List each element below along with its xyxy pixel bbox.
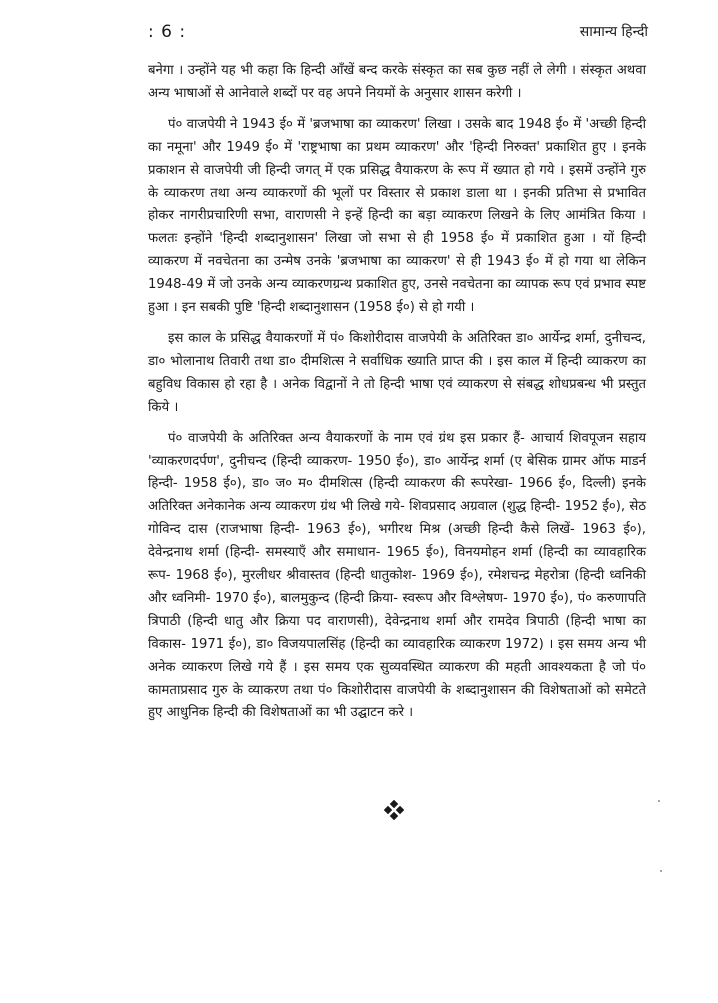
scan-speck [660, 870, 662, 872]
scan-speck [658, 800, 660, 802]
page-header [148, 22, 648, 50]
body-text [148, 60, 646, 733]
paragraph: पं० वाजपेयी के अतिरिक्त अन्य वैयाकरणों के नाम एवं ग्रंथ इस प्रकार हैं- आचार्य शिवपूजन सहाय 'व्याकरणदर्पण', दुनीचन्द (हिन्दी व्याकरण- 1950 ई०), डा० आर्येन्द्र शर्मा (ए बेसिक ग्रामर ऑफ माडर्न हिन्दी- 1958 ई०), डा० ज० म० दीमशित्स (हिन्दी व्याकरण की रूपरेखा- 1966 ई०, दिल्ली) इनके अतिरिक्त अनेकानेक अन्य व्याकरण ग्रंथ भी लिखे गये- शिवप्रसाद अग्रवाल (शुद्ध हिन्दी- 1952 ई०), सेठ गोविन्द दास (राजभाषा हिन्दी- 1963 ई०), भगीरथ मिश्र (अच्छी हिन्दी कैसे लिखें- 1963 ई०), देवेन्द्रनाथ शर्मा (हिन्दी- समस्याएँ और समाधान- 1965 ई०), विनयमोहन शर्मा (हिन्दी का व्यावहारिक रूप- 1968 ई०), मुरलीधर श्रीवास्तव (हिन्दी धातुकोश- 1969 ई०), रमेशचन्द्र मेहरोत्रा (हिन्दी ध्वनिकी और ध्वनिमी- 1970 ई०), बालमुकुन्द (हिन्दी क्रिया- स्वरूप और विश्लेषण- 1970 ई०), पं० करुणापति त्रिपाठी (हिन्दी धातु और क्रिया पद वाराणसी), देवेन्द्रनाथ शर्मा और रामदेव त्रिपाठी (हिन्दी भाषा का विकास- 1971 ई०), डा० विजयपालसिंह (हिन्दी का व्यावहारिक व्याकरण 1972) । इस समय अन्य भी अनेक व्याकरण लिखे गये हैं । इस समय एक सुव्यवस्थित व्याकरण की महती आवश्यकता है जो पं० कामताप्रसाद गुरु के व्याकरण तथा पं० किशोरीदास वाजपेयी के शब्दानुशासन की विशेषताओं को समेटते हुए आधुनिक हिन्दी की विशेषताओं का भी उद्घाटन करे । [148, 430, 646, 721]
running-title: सामान्य हिन्दी [579, 24, 648, 40]
page-number: : 6 : [148, 22, 187, 42]
paragraph: पं० वाजपेयी ने 1943 ई० में 'ब्रजभाषा का व्याकरण' लिखा । उसके बाद 1948 ई० में 'अच्छी हिन्दी का नमूना' और 1949 ई० में 'राष्ट्रभाषा का प्रथम व्याकरण' और 'हिन्दी निरुक्त' प्रकाशित हुए । इनके प्रकाशन से वाजपेयी जी हिन्दी जगत् में एक प्रसिद्ध वैयाकरण के रूप में ख्यात हो गये । इसमें उन्होंने गुरु के व्याकरण तथा अन्य व्याकरणों की भूलों पर विस्तार से प्रकाश डाला था । इनकी प्रतिभा से प्रभावित होकर नागरीप्रचारिणी सभा, वाराणसी ने इन्हें हिन्दी का बड़ा व्याकरण लिखने के लिए आमंत्रित किया । फलतः इन्होंने 'हिन्दी शब्दानुशासन' लिखा जो सभा से ही 1958 ई० में प्रकाशित हुआ । यों हिन्दी व्याकरण में नवचेतना का उन्मेष उनके 'ब्रजभाषा का व्याकरण' से ही 1943 ई० में हो गया था लेकिन 1948-49 में जो उनके अन्य व्याकरणग्रन्थ प्रकाशित हुए, उनसे नवचेतना का व्यापक रूप एवं प्रभाव स्पष्ट हुआ । इन सबकी पुष्टि 'हिन्दी शब्दानुशासन (1958 ई०) से हो गयी । [148, 116, 646, 316]
four-petal-ornament-icon [384, 800, 404, 820]
paragraph: बनेगा । उन्होंने यह भी कहा कि हिन्दी आँखें बन्द करके संस्कृत का सब कुछ नहीं ले लेगी । संस्कृत अथवा अन्य भाषाओं से आनेवाले शब्दों पर वह अपने नियमों के अनुसार शासन करेगी । [148, 63, 646, 101]
paragraph: इस काल के प्रसिद्ध वैयाकरणों में पं० किशोरीदास वाजपेयी के अतिरिक्त डा० आर्येन्द्र शर्मा, दुनीचन्द, डा० भोलानाथ तिवारी तथा डा० दीमशित्स ने सर्वाधिक ख्याति प्राप्त की । इस काल में हिन्दी व्याकरण का बहुविध विकास हो रहा है । अनेक विद्वानों ने तो हिन्दी भाषा एवं व्याकरण से संबद्ध शोधप्रबन्ध भी प्रस्तुत किये । [148, 330, 646, 415]
